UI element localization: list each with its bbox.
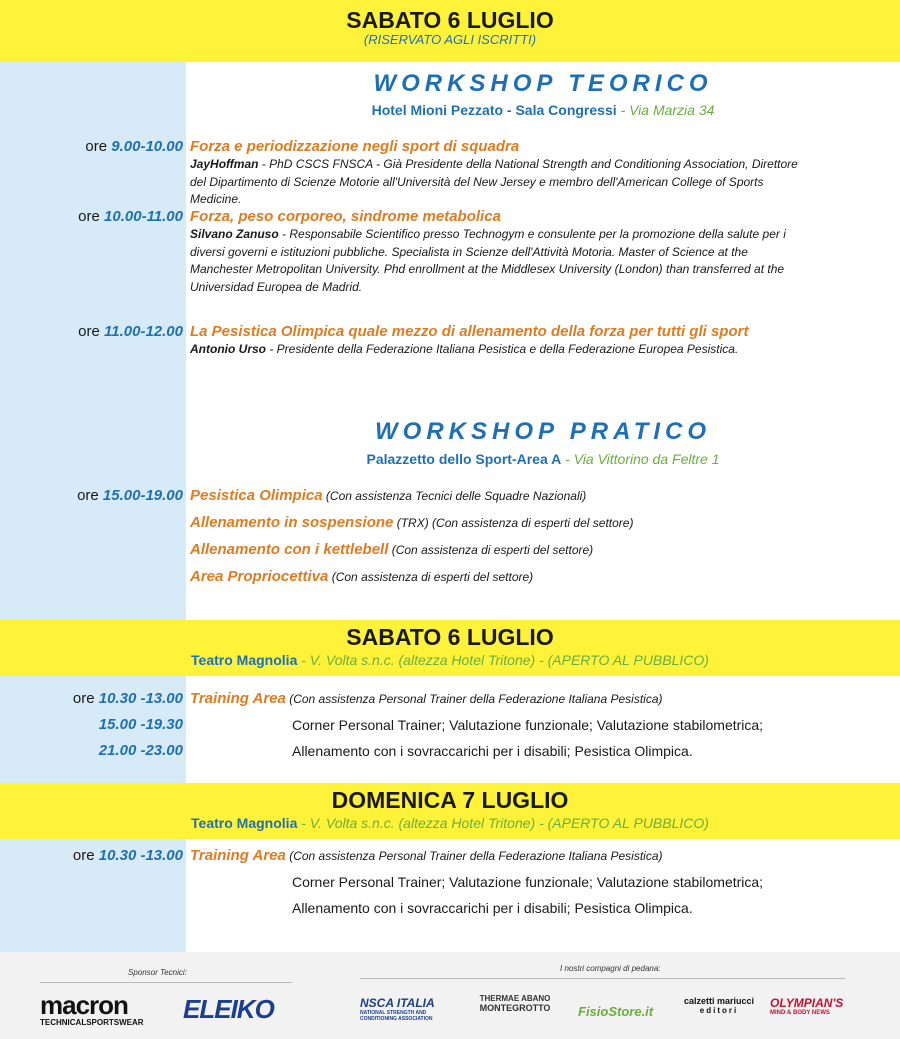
- time-range: 21.00 -23.00: [98, 742, 183, 759]
- practical-note: (Con assistenza di esperti del settore): [328, 570, 534, 584]
- practical-title: Allenamento in sospensione: [190, 514, 394, 531]
- practical-note: (TRX) (Con assistenza di esperti del settore): [393, 516, 634, 530]
- venue-name: Palazzetto dello Sport-Area A: [366, 451, 562, 467]
- session-title: Forza, peso corporeo, sindrome metabolica: [190, 208, 501, 225]
- speaker-name: Antonio Urso: [190, 342, 266, 356]
- session-entry: [190, 138, 810, 209]
- nsca-logo: [360, 996, 456, 1022]
- macron-tagline: TECHNICALSPORTSWEAR: [40, 1018, 144, 1027]
- time-prefix: ore: [78, 323, 105, 340]
- practical-title: Allenamento con i kettlebell: [190, 541, 389, 558]
- partners-divider: [360, 978, 845, 979]
- session-entry: [190, 208, 810, 296]
- session-description: [190, 341, 830, 359]
- practical-title: Area Propriocettiva: [190, 568, 329, 585]
- eleiko-logo: ELEIKO: [183, 994, 274, 1024]
- practical-item: [190, 514, 810, 532]
- olympians-wordmark: OLYMPIAN'S: [770, 996, 844, 1010]
- venue-address: - Via Marzia 34: [616, 102, 715, 118]
- activity-line: Corner Personal Trainer; Valutazione funzionale; Valutazione stabilometrica;: [292, 874, 764, 890]
- time-range: 10.30 -13.00: [98, 847, 183, 864]
- session-title: La Pesistica Olimpica quale mezzo di allenamento della forza per tutti gli sport: [190, 323, 749, 340]
- speaker-name: JayHoffman: [190, 157, 259, 171]
- training-note: (Con assistenza Personal Trainer della Federazione Italiana Pesistica): [285, 849, 663, 863]
- session-time: [0, 690, 183, 708]
- venue-name: Hotel Mioni Pezzato - Sala Congressi: [371, 102, 617, 118]
- nsca-wordmark: NSCA ITALIA: [360, 996, 435, 1010]
- session-time: [0, 138, 183, 156]
- training-title: Training Area: [190, 847, 286, 864]
- speaker-bio: - Presidente della Federazione Italiana Pesistica e della Federazione Europea Pesistica.: [266, 342, 739, 356]
- macron-wordmark: macron: [40, 990, 128, 1020]
- olympians-tagline: MIND & BODY NEWS: [770, 1010, 830, 1016]
- training-area-item: [190, 847, 810, 865]
- header-band-sabato-pubblico: [0, 620, 900, 676]
- session-entry: [190, 323, 830, 359]
- practical-note: (Con assistenza Tecnici delle Squadre Nazionali): [322, 489, 587, 503]
- day-subtitle: (RISERVATO AGLI ISCRITTI): [363, 32, 537, 47]
- fisiostore-logo: FisioStore.it: [578, 1004, 654, 1019]
- time-prefix: ore: [85, 138, 112, 155]
- workshop-pratico-venue: [186, 451, 900, 467]
- workshop-pratico-title: WORKSHOP PRATICO: [375, 418, 711, 445]
- activity-line: Corner Personal Trainer; Valutazione funzionale; Valutazione stabilometrica;: [292, 717, 764, 733]
- sponsor-label: Sponsor Tecnici:: [128, 968, 187, 977]
- session-time: [0, 487, 183, 505]
- session-time: [0, 208, 183, 226]
- session-time: [0, 847, 183, 865]
- training-area-item: [190, 690, 810, 708]
- practical-item: [190, 541, 810, 559]
- practical-item: [190, 568, 810, 586]
- day-title: DOMENICA 7 LUGLIO: [331, 787, 569, 813]
- day-title: SABATO 6 LUGLIO: [346, 624, 554, 650]
- time-range: 9.00-10.00: [111, 138, 183, 155]
- partners-label: I nostri compagni di pedana:: [560, 964, 661, 973]
- venue-address: - V. Volta s.n.c. (altezza Hotel Tritone) - (APERTO AL PUBBLICO): [297, 815, 709, 831]
- calzetti-tagline: editori: [699, 1006, 739, 1015]
- calzetti-logo: [680, 996, 758, 1015]
- header-band-domenica: [0, 783, 900, 839]
- time-prefix: ore: [78, 208, 105, 225]
- speaker-bio: - PhD CSCS FNSCA - Già Presidente della National Strength and Conditioning Association, Direttore del Dipartimento di Scienze Motorie all'Università del New Jersey e membro dell'American College of Sports Medicine.: [190, 157, 798, 206]
- practical-title: Pesistica Olimpica: [190, 487, 323, 504]
- workshop-teorico-title: WORKSHOP TEORICO: [373, 70, 713, 97]
- training-title: Training Area: [190, 690, 286, 707]
- day-venue: [0, 812, 900, 831]
- time-range: 10.00-11.00: [104, 208, 183, 225]
- time-prefix: ore: [72, 690, 99, 707]
- session-description: [190, 226, 810, 296]
- header-band-sabato: [0, 0, 900, 62]
- time-range: 15.00 -19.30: [98, 716, 183, 733]
- venue-name: Teatro Magnolia: [191, 815, 298, 831]
- activity-line: Allenamento con i sovraccarichi per i disabili; Pesistica Olimpica.: [292, 900, 693, 916]
- venue-address: - Via Vittorino da Feltre 1: [561, 451, 720, 467]
- speaker-bio: - Responsabile Scientifico presso Technogym e consulente per la promozione della salute per i diversi governi e istituzioni pubbliche. Specialista in Scienze dell'Attività Motoria. Master of Science at the Manchester Metropolitan University. Phd enrollment at the Middlesex University (London) than transferred at the Universidad Europea de Madrid.: [190, 227, 786, 294]
- session-title: Forza e periodizzazione negli sport di squadra: [190, 138, 520, 155]
- calzetti-wordmark: calzetti mariucci: [683, 996, 755, 1006]
- practical-note: (Con assistenza di esperti del settore): [388, 543, 594, 557]
- activity-line: Allenamento con i sovraccarichi per i disabili; Pesistica Olimpica.: [292, 743, 693, 759]
- olympians-logo: [770, 996, 843, 1016]
- day-title: SABATO 6 LUGLIO: [346, 7, 554, 33]
- time-prefix: ore: [72, 847, 99, 864]
- session-time: [0, 742, 183, 760]
- nsca-tagline: NATIONAL STRENGTH AND CONDITIONING ASSOCIATION: [360, 1010, 433, 1022]
- workshop-teorico-venue: [186, 102, 900, 118]
- thermae-tagline: MONTEGROTTO: [479, 1003, 551, 1013]
- practical-item: [190, 487, 810, 505]
- time-range: 10.30 -13.00: [98, 690, 183, 707]
- time-range: 11.00-12.00: [104, 323, 183, 340]
- speaker-name: Silvano Zanuso: [190, 227, 279, 241]
- session-description: [190, 156, 810, 209]
- time-prefix: ore: [77, 487, 103, 504]
- thermae-logo: [470, 994, 560, 1013]
- session-time: [0, 716, 183, 734]
- time-range: 15.00-19.00: [102, 487, 183, 504]
- sponsor-divider: [40, 982, 292, 983]
- venue-address: - V. Volta s.n.c. (altezza Hotel Tritone) - (APERTO AL PUBBLICO): [297, 652, 709, 668]
- thermae-wordmark: THERMAE ABANO: [479, 994, 551, 1003]
- day-venue: [0, 649, 900, 668]
- macron-logo: [40, 992, 144, 1027]
- training-note: (Con assistenza Personal Trainer della Federazione Italiana Pesistica): [285, 692, 663, 706]
- session-time: [0, 323, 183, 341]
- sponsor-footer: [0, 952, 900, 1039]
- venue-name: Teatro Magnolia: [191, 652, 298, 668]
